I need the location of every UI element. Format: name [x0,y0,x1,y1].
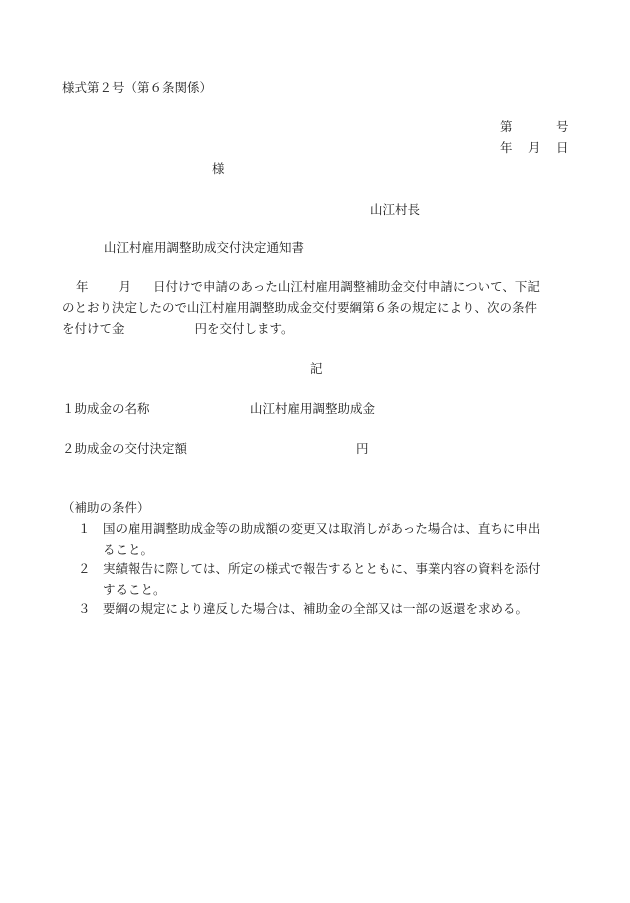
item-1-value: 山江村雇用調整助成金 [250,401,376,416]
item-2-value: 円 [356,441,369,456]
condition-line: ること。 [103,542,154,557]
condition-line: 実績報告に際しては、所定の様式で報告するとともに、事業内容の資料を添付 [103,561,541,576]
date-day: 日 [556,140,569,155]
condition-line: 要綱の規定により違反した場合は、補助金の全部又は一部の返還を求める。 [103,601,529,616]
condition-text [103,558,541,600]
body-line-1-text: 日付けで申請のあった山江村雇用調整補助金交付申請について、下記 [153,279,540,294]
condition-text [103,598,528,619]
body-line-3-suffix: 円を交付します。 [194,321,294,336]
number-suffix: 号 [556,119,569,134]
date-year: 年 [500,140,513,155]
condition-number: １ [78,521,91,536]
condition-line: 国の雇用調整助成金等の助成額の変更又は取消しがあった場合は、直ちに申出 [103,521,541,536]
body-month: 月 [118,279,132,294]
issuer: 山江村長 [370,202,421,217]
form-id: 様式第２号（第６条関係） [62,80,213,95]
condition-text [103,518,540,560]
body-line-2: のとおり決定したので山江村雇用調整助成金交付要綱第６条の規定により、次の条件 [62,300,538,315]
body-line-3 [62,318,540,339]
document-title: 山江村雇用調整助成交付決定通知書 [104,240,305,255]
condition-number: ２ [78,561,91,576]
date-month: 月 [528,140,541,155]
condition-line: すること。 [103,582,166,597]
condition-number: ３ [78,601,91,616]
addressee-honorific: 様 [212,161,225,176]
body-line-3-prefix: を付けて金 [62,321,125,336]
conditions-heading: （補助の条件） [62,500,150,515]
ki-marker: 記 [310,361,323,376]
item-1-label: １助成金の名称 [62,401,150,416]
number-prefix: 第 [500,119,513,134]
item-2-label: ２助成金の交付決定額 [62,441,188,456]
body-paragraph [62,276,540,339]
body-line-1 [62,276,540,297]
body-year: 年 [76,279,89,294]
